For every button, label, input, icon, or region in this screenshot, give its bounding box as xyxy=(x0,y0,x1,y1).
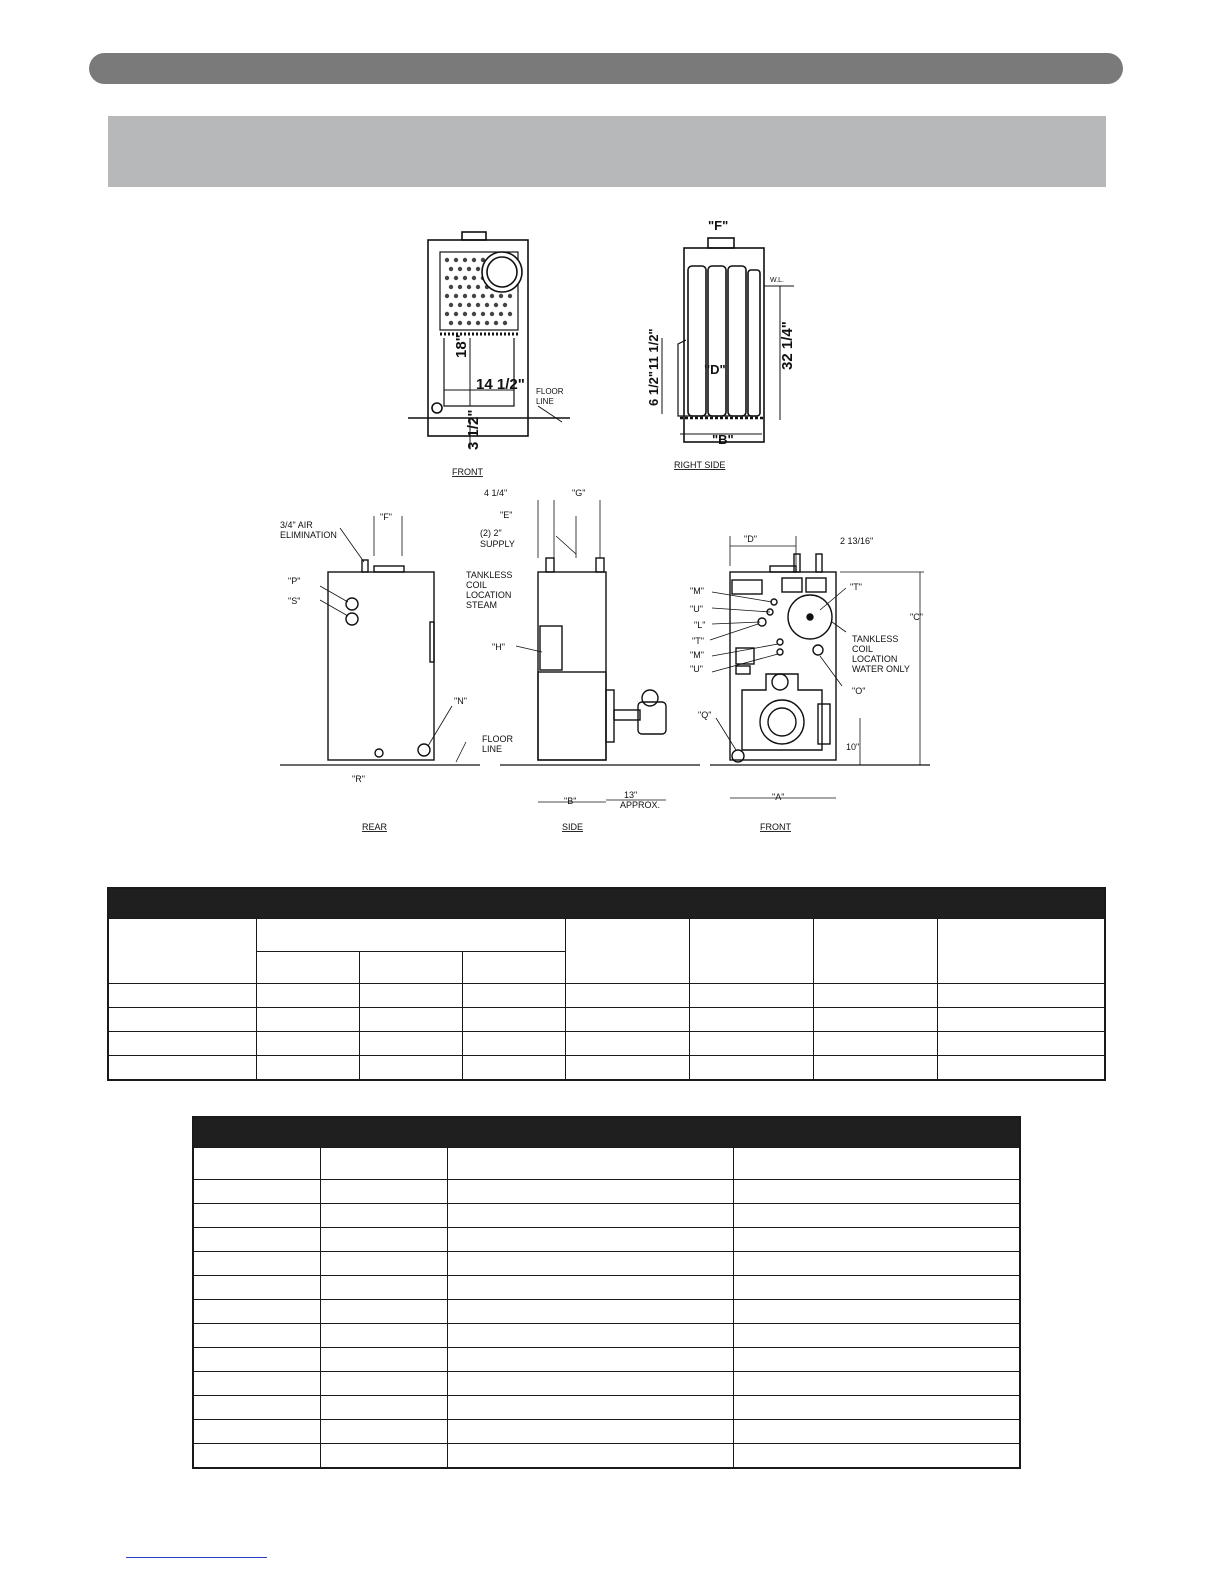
rear-label-r: "R" xyxy=(352,774,365,784)
rear-caption: REAR xyxy=(362,822,388,832)
rear-tapping-s xyxy=(346,613,358,625)
dimension-table-row xyxy=(108,984,1105,1008)
front-label-t1: "T" xyxy=(692,636,704,646)
side-label-g: "G" xyxy=(572,488,586,498)
right-side-dim-6: 6 1/2" xyxy=(646,370,661,406)
side-tankless-coil xyxy=(540,626,562,670)
side-tankless-4: STEAM xyxy=(466,600,498,610)
side-approx: APPROX. xyxy=(620,800,661,810)
title-band xyxy=(108,116,1106,187)
rear-label-n: "N" xyxy=(454,696,467,706)
connection-table-row xyxy=(193,1348,1020,1372)
top-right-side-view xyxy=(662,238,794,442)
connection-table-row xyxy=(193,1300,1020,1324)
rear-air-elim-2: ELIMINATION xyxy=(280,530,337,540)
front-label-a: "A" xyxy=(772,792,785,802)
top-front-dim-14-1-2: 14 1/2" xyxy=(476,376,525,393)
rear-floor-label-2: LINE xyxy=(482,744,503,754)
side-jacket xyxy=(538,572,606,760)
top-front-floor-label-2: LINE xyxy=(536,397,554,406)
side-view xyxy=(500,500,700,802)
connection-table-row xyxy=(193,1204,1020,1228)
front-label-d: "D" xyxy=(744,534,757,544)
front-label-m2: "M" xyxy=(690,650,704,660)
connection-table-row xyxy=(193,1276,1020,1300)
dimension-table-header-row-1 xyxy=(108,919,1105,952)
side-label-b: "B" xyxy=(564,796,577,806)
dimension-table-row xyxy=(108,1056,1105,1081)
side-caption: SIDE xyxy=(562,822,584,832)
boiler-dimension-drawings xyxy=(280,210,940,840)
top-front-flue xyxy=(462,232,486,240)
right-side-label-d: "D" xyxy=(704,362,726,377)
connection-table-row xyxy=(193,1372,1020,1396)
right-side-label-f: "F" xyxy=(708,218,729,233)
dimension-table xyxy=(107,887,1106,1081)
front-label-u2: "U" xyxy=(690,664,703,674)
front-tankless-1: TANKLESS xyxy=(852,634,899,644)
top-front-floor-label-1: FLOOR xyxy=(536,387,564,396)
rear-label-p: "P" xyxy=(288,576,301,586)
front-label-o: "O" xyxy=(852,686,866,696)
front-label-t2: "T" xyxy=(850,582,862,592)
dimension-table-row xyxy=(108,1008,1105,1032)
right-side-label-wl: W.L. xyxy=(770,277,785,284)
rear-view xyxy=(280,516,480,765)
top-front-drain xyxy=(432,403,442,413)
right-side-dim-32: 32 1/4" xyxy=(779,321,796,370)
side-dim-13: 13" xyxy=(624,790,638,800)
right-side-dim-11: 11 1/2" xyxy=(646,328,661,370)
front-dim-2-13-16: 2 13/16" xyxy=(840,536,874,546)
side-tankless-1: TANKLESS xyxy=(466,570,513,580)
side-supply-1: (2) 2" xyxy=(480,528,502,538)
front-label-q: "Q" xyxy=(698,710,712,720)
top-front-caption: FRONT xyxy=(452,467,483,477)
front-label-c: "C" xyxy=(910,612,923,622)
connection-table xyxy=(192,1116,1021,1469)
front-label-l: "L" xyxy=(694,620,706,630)
rear-floor-label-1: FLOOR xyxy=(482,734,514,744)
rear-label-s: "S" xyxy=(288,596,301,606)
front-tankless-3: LOCATION xyxy=(852,654,898,664)
side-label-h: "H" xyxy=(492,642,505,652)
front-tapping-o xyxy=(813,645,823,655)
front-tankless-4: WATER ONLY xyxy=(852,664,910,674)
rear-label-f: "F" xyxy=(380,512,392,522)
side-burner xyxy=(638,702,666,734)
side-supply-2: SUPPLY xyxy=(480,539,515,549)
connection-table-row xyxy=(193,1420,1020,1444)
rear-jacket xyxy=(328,572,434,760)
connection-table-row xyxy=(193,1444,1020,1469)
side-tankless-3: LOCATION xyxy=(466,590,512,600)
front-dim-10: 10" xyxy=(846,742,860,752)
top-front-flue-collar xyxy=(482,252,522,292)
connection-table-header-row xyxy=(193,1148,1020,1180)
header-bar xyxy=(89,53,1123,84)
side-tankless-2: COIL xyxy=(466,580,488,590)
side-dim-4-1-4: 4 1/4" xyxy=(484,488,508,498)
side-label-e: "E" xyxy=(500,510,513,520)
right-side-label-b: "B" xyxy=(712,432,734,447)
front-label-u1: "U" xyxy=(690,604,703,614)
top-front-dim-18: 18" xyxy=(453,334,470,358)
connection-table-row xyxy=(193,1228,1020,1252)
connection-table-row xyxy=(193,1324,1020,1348)
dimension-table-row xyxy=(108,1032,1105,1056)
connection-table-row xyxy=(193,1180,1020,1204)
dimension-table-title-row xyxy=(108,888,1105,919)
rear-air-elim-1: 3/4" AIR xyxy=(280,520,313,530)
front-tankless-2: COIL xyxy=(852,644,874,654)
connection-table-row xyxy=(193,1396,1020,1420)
front-caption: FRONT xyxy=(760,822,791,832)
front-burner-door xyxy=(742,674,822,750)
connection-table-title-row xyxy=(193,1117,1020,1148)
top-front-view xyxy=(408,232,570,448)
front-label-m1: "M" xyxy=(690,586,704,596)
footer-link[interactable] xyxy=(126,1557,267,1558)
top-front-dim-3-1-2: 3 1/2" xyxy=(465,409,482,450)
connection-table-row xyxy=(193,1252,1020,1276)
drawing-svg xyxy=(280,210,940,840)
right-side-jacket xyxy=(684,248,764,442)
right-side-caption: RIGHT SIDE xyxy=(674,460,726,470)
rear-tapping-p xyxy=(346,598,358,610)
